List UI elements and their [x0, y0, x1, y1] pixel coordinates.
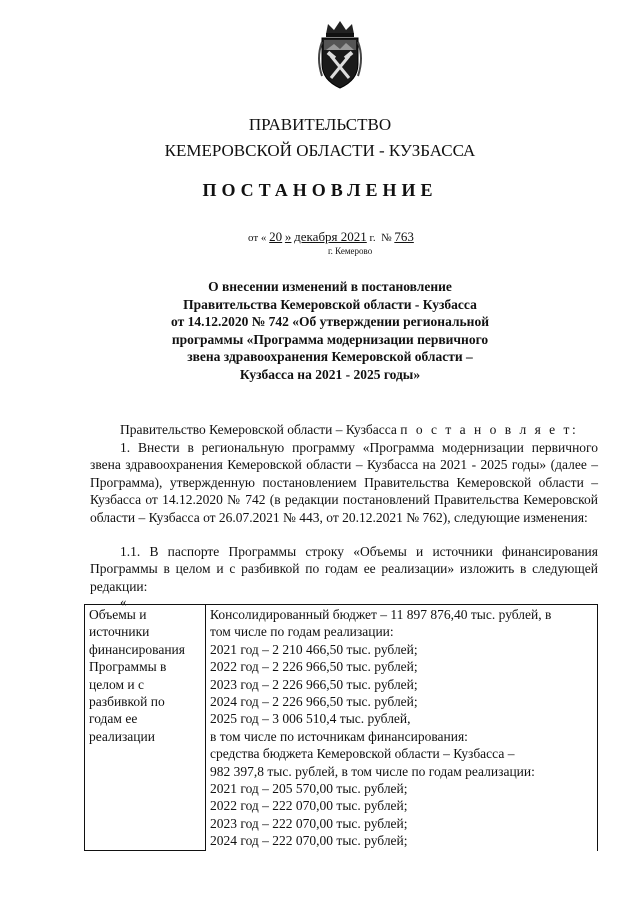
content-line: 2025 год – 3 006 510,4 тыс. рублей,	[210, 711, 411, 727]
document-title	[140, 278, 520, 383]
intro-text: Правительство Кемеровской области – Кузбасса	[120, 422, 401, 437]
table-cell-label	[85, 605, 206, 851]
content-line: 2023 год – 2 226 966,50 тыс. рублей;	[210, 676, 418, 692]
content-line: 2024 год – 222 070,00 тыс. рублей;	[210, 833, 408, 849]
date-prefix: от «	[248, 232, 267, 244]
content-line: 2023 год – 222 070,00 тыс. рублей;	[210, 815, 408, 831]
label-line: Программы в	[89, 659, 167, 675]
label-line: Объемы и	[89, 607, 147, 622]
table-cell-content	[206, 605, 598, 851]
title-line: от 14.12.2020 № 742 «Об утверждении региональной	[171, 314, 489, 329]
opening-quote-mark: «	[120, 594, 127, 609]
date-year-suffix: г.	[369, 232, 376, 244]
content-line: 2024 год – 2 226 966,50 тыс. рублей;	[210, 694, 418, 710]
label-line: разбивкой по	[89, 694, 165, 710]
title-line: О внесении изменений в постановление	[208, 279, 452, 294]
date-month-year: декабря 2021	[294, 229, 367, 244]
intro-resolves: п о с т а н о в л я е т:	[400, 422, 579, 437]
title-line: Правительства Кемеровской области - Кузбасса	[183, 296, 477, 312]
paragraph-item-1: 1. Внести в региональную программу «Программа модернизации первичного звена здравоохранения Кемеровской области – Кузбасса на 2021 - 2025 годы» (далее – Программа), утвержденную постановлением Правительства Кемеровской области – Кузбасса от 14.12.2020 № 742 (в редакции постановлений Правительства Кемеровской области – Кузбасса от 26.07.2021 № 443, от 20.12.2021 № 762), следующие изменения:	[90, 440, 598, 525]
label-line: реализации	[89, 728, 155, 744]
title-line: программы «Программа модернизации первичного	[171, 331, 489, 347]
label-line: годам ее	[89, 711, 138, 727]
decree-number: 763	[394, 229, 414, 244]
resolution-intro-paragraph	[90, 421, 598, 438]
content-line: Консолидированный бюджет – 11 897 876,40 тыс. рублей, в	[210, 607, 552, 622]
date-day: 20	[269, 229, 283, 244]
content-line: 2021 год – 205 570,00 тыс. рублей;	[210, 781, 408, 797]
title-line: Кузбасса на 2021 - 2025 годы»	[239, 366, 421, 382]
title-line: звена здравоохранения Кемеровской области –	[187, 349, 473, 364]
financing-table	[84, 604, 598, 851]
coat-of-arms-emblem	[314, 18, 366, 90]
content-line: 2022 год – 2 226 966,50 тыс. рублей;	[210, 659, 418, 675]
content-line: в том числе по источникам финансирования:	[210, 728, 468, 744]
government-name-line1: ПРАВИТЕЛЬСТВО	[248, 115, 392, 134]
label-line: финансирования	[89, 641, 185, 657]
document-type-heading: ПОСТАНОВЛЕНИЕ	[202, 180, 438, 200]
content-line: 982 397,8 тыс. рублей, в том числе по годам реализации:	[210, 763, 535, 779]
date-quote-close: »	[284, 229, 292, 244]
label-line: источники	[89, 624, 150, 640]
content-line: средства бюджета Кемеровской области – Кузбасса –	[210, 746, 515, 762]
city-name: г. Кемерово	[328, 246, 373, 256]
government-name-line2: КЕМЕРОВСКОЙ ОБЛАСТИ - КУЗБАССА	[164, 141, 476, 160]
content-line: 2021 год – 2 210 466,50 тыс. рублей;	[210, 641, 418, 657]
content-line: том числе по годам реализации:	[210, 624, 394, 640]
date-number-line	[248, 230, 414, 245]
paragraph-item-1-1: 1.1. В паспорте Программы строку «Объемы и источники финансирования Программы в целом и с разбивкой по годам ее реализации» изложить в следующей редакции:	[90, 544, 598, 594]
table-row	[85, 605, 598, 851]
label-line: целом и с	[89, 676, 144, 692]
content-line: 2022 год – 222 070,00 тыс. рублей;	[210, 798, 408, 814]
number-label: №	[381, 232, 392, 244]
